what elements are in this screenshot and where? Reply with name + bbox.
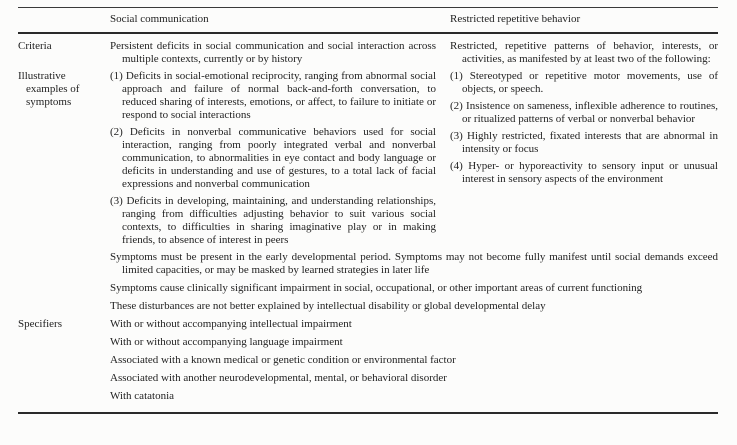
- illustrative-label-line-3: symptoms: [26, 96, 72, 108]
- note-clinical-impairment: Symptoms cause clinically significant impairment in social, occupational, or other important areas of current functioning: [110, 282, 643, 294]
- specifier-language-impairment: With or without accompanying language impairment: [110, 336, 343, 348]
- header-empty-cell: [18, 13, 110, 26]
- notes-section: [18, 251, 718, 318]
- criteria-social-text: Persistent deficits in social communication and social interaction across multiple contexts, currently or by history: [110, 40, 436, 65]
- table-header-row: [18, 7, 718, 34]
- criteria-restricted-text: Restricted, repetitive patterns of behavior, interests, or activities, as manifested by at least two of the following:: [450, 40, 718, 65]
- specifiers-cell: [110, 318, 718, 408]
- restricted-symptom-item-3: (3) Highly restricted, fixated interests that are abnormal in intensity or focus: [450, 130, 718, 155]
- illustrative-label-line-1: Illustrative: [18, 70, 66, 82]
- illustrative-restricted-cell: [450, 70, 718, 251]
- specifiers-row: [18, 318, 718, 412]
- specifier-catatonia: With catatonia: [110, 390, 175, 402]
- social-symptom-item-3: (3) Deficits in developing, maintaining, and understanding relationships, ranging from difficulties adjusting behavior to suit various social contexts, to difficulties in sharing imaginative play or in making friends, to absence of interest in peers: [110, 195, 436, 246]
- criteria-restricted-cell: [450, 40, 718, 70]
- restricted-symptom-item-2: (2) Insistence on sameness, inflexible adherence to routines, or ritualized patterns of verbal or nonverbal behavior: [450, 100, 718, 125]
- criteria-social-cell: [110, 40, 450, 70]
- illustrative-examples-row: [18, 70, 718, 251]
- criteria-row: [18, 34, 718, 70]
- note-not-better-explained: These disturbances are not better explained by intellectual disability or global developmental delay: [110, 300, 546, 312]
- social-symptom-item-1: (1) Deficits in social-emotional reciprocity, ranging from abnormal social approach and failure of normal back-and-forth conversation, to reduced sharing of interests, emotions, or affect, to failure to initiate or respond to social interactions: [110, 70, 436, 121]
- specifiers-row-label: Specifiers: [18, 318, 62, 330]
- notes-cell: [110, 251, 718, 318]
- illustrative-row-label: [18, 70, 110, 251]
- header-social-communication: Social communication: [110, 13, 209, 25]
- specifier-medical-genetic-condition: Associated with a known medical or genetic condition or environmental factor: [110, 354, 456, 366]
- criteria-row-label: Criteria: [18, 40, 52, 52]
- dsm5-criteria-table: [18, 7, 718, 414]
- note-developmental-period: Symptoms must be present in the early developmental period. Symptoms may not become fully manifest until social demands exceed limited capacities, or may be masked by learned strategies in later life: [110, 251, 718, 276]
- notes-empty-label-cell: [18, 251, 110, 318]
- restricted-symptom-item-4: (4) Hyper- or hyporeactivity to sensory input or unusual interest in sensory aspects of the environment: [450, 160, 718, 185]
- social-symptom-item-2: (2) Deficits in nonverbal communicative behaviors used for social interaction, ranging from poorly integrated verbal and nonverbal communication, to abnormalities in eye contact and body language or deficits in understanding and use of gestures, to a total lack of facial expressions and nonverbal communication: [110, 126, 436, 190]
- specifier-neurodevelopmental-disorder: Associated with another neurodevelopmental, mental, or behavioral disorder: [110, 372, 447, 384]
- restricted-symptom-item-1: (1) Stereotyped or repetitive motor movements, use of objects, or speech.: [450, 70, 718, 95]
- header-restricted-repetitive-behavior: Restricted repetitive behavior: [450, 13, 581, 25]
- illustrative-social-cell: [110, 70, 450, 251]
- specifier-intellectual-impairment: With or without accompanying intellectual impairment: [110, 318, 352, 330]
- illustrative-label-line-2: examples of: [26, 83, 80, 95]
